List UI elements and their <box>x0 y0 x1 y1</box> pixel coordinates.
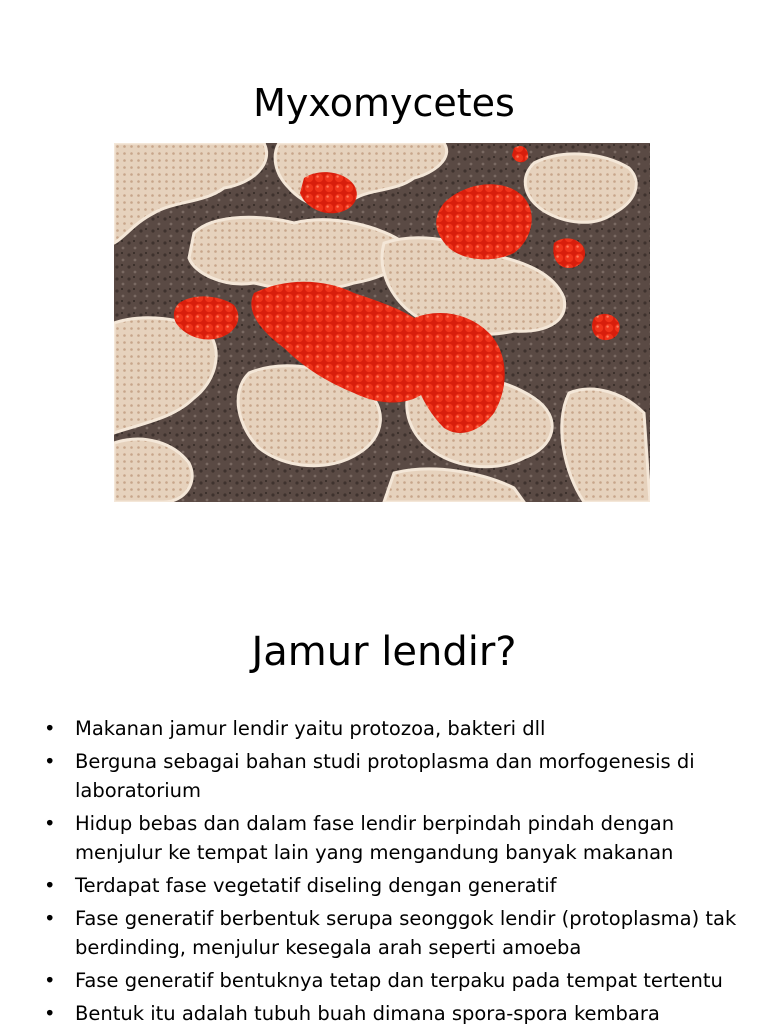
list-item-text: Fase generatif berbentuk serupa seonggok lendir (protoplasma) tak berdinding, menjulur kesegala arah seperti amoeba <box>75 907 737 959</box>
bullet-glyph: • <box>44 812 56 835</box>
list-item <box>44 871 744 900</box>
list-item-text: Terdapat fase vegetatif diseling dengan generatif <box>75 874 557 897</box>
bullet-glyph: • <box>44 1002 56 1024</box>
list-item <box>44 809 744 867</box>
myxomycetes-photo-illustration <box>114 143 650 502</box>
list-item-text: Hidup bebas dan dalam fase lendir berpindah pindah dengan menjulur ke tempat lain yang mengandung banyak makanan <box>75 812 675 864</box>
list-item-text: Makanan jamur lendir yaitu protozoa, bakteri dll <box>75 717 546 740</box>
slide-title-myxomycetes: Myxomycetes <box>253 81 515 125</box>
bullet-glyph: • <box>44 969 56 992</box>
list-item <box>44 747 744 805</box>
list-item <box>44 999 744 1024</box>
myxomycetes-photo <box>114 143 650 502</box>
bullet-glyph: • <box>44 907 56 930</box>
bullet-list <box>44 714 744 1024</box>
list-item <box>44 966 744 995</box>
list-item-text: Berguna sebagai bahan studi protoplasma dan morfogenesis di laboratorium <box>75 750 695 802</box>
list-item <box>44 714 744 743</box>
bullet-glyph: • <box>44 750 56 773</box>
list-item-text: Fase generatif bentuknya tetap dan terpaku pada tempat tertentu <box>75 969 723 992</box>
list-item-text: Bentuk itu adalah tubuh buah dimana spora-spora kembara <box>75 1002 660 1024</box>
slide-title-jamur-lendir: Jamur lendir? <box>251 629 517 675</box>
bullet-glyph: • <box>44 874 56 897</box>
bullet-glyph: • <box>44 717 56 740</box>
list-item <box>44 904 744 962</box>
